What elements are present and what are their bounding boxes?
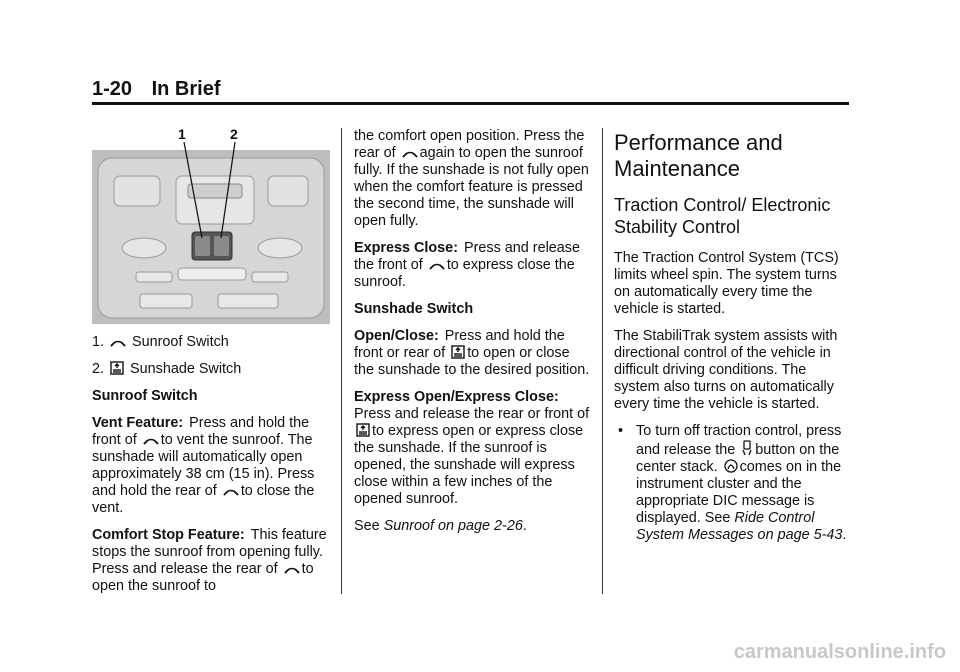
stabilitrak-paragraph: The StabiliTrak system assists with directional control of the vehicle in difficult driving conditions. The system also turns on automatically every time the vehicle is started. [614,328,838,412]
comfort-text-b: to open the sunroof to [92,561,314,594]
comfort-stop-label: Comfort Stop Feature: [92,527,245,543]
sunroof-icon [143,434,159,446]
column-3 [614,128,850,554]
sunroof-icon [223,485,239,497]
see-suffix: . [522,518,527,534]
section-heading: Performance and Maintenance [614,130,783,181]
sunroof-switch-heading: Sunroof Switch [92,388,198,404]
vent-text-b: to vent the sunroof. The sunshade will automatically open approximately 38 cm (15 in). Press and hold the rear of [92,432,315,499]
see-prefix: See [354,518,380,534]
sunshade-icon [110,361,124,375]
callout-2: 2 [230,126,238,142]
legend-item-1 [92,334,330,351]
see-reference-paragraph [354,518,592,535]
column-2 [354,128,592,545]
page-number: 1-20 [92,78,133,100]
legend-1-text: Sunroof Switch [132,334,229,350]
express-oc-text-b: to express open or express close the sunshade. If the sunroof is opened, the sunshade will express close within a few inches of the opened sunroof. [354,423,584,507]
legend-1-number: 1. [92,334,105,350]
comfort-stop-paragraph [92,527,330,595]
cont-text-b: again to open the sunroof fully. If the sunshade is not fully open when the comfort feature is pressed the second time, the sunshade will open fully. [354,145,589,229]
bullet-mark: • [618,423,624,439]
open-close-paragraph [354,328,592,379]
section-title: In Brief [151,78,221,100]
traction-off-indicator-icon [724,459,738,473]
legend-2-text: Sunshade Switch [130,361,242,377]
vent-feature-paragraph [92,415,330,517]
comfort-continuation-paragraph [354,128,592,230]
traction-control-button-icon [741,440,753,456]
open-close-label: Open/Close: [354,328,439,344]
bullet-text-a: To turn off traction control, press and release the [636,423,842,458]
sunshade-icon [356,423,370,437]
header-rule [92,102,849,105]
open-close-text-b: to open or close the sunshade to the desired position. [354,345,590,378]
comfort-text-a: This feature stops the sunroof from opening fully. Press and release the rear of [92,527,327,577]
traction-off-bullet [614,423,850,544]
sunroof-page-link[interactable]: Sunroof on page 2-26 [383,518,523,534]
page-header [92,78,221,101]
bullet-end: . [842,527,847,543]
sunroof-icon [429,259,445,271]
sunroof-icon [402,147,418,159]
column-divider-2 [602,128,603,594]
ride-control-messages-link[interactable]: Ride Control System Messages on page 5-43 [636,510,843,543]
watermark: carmanualsonline.info [733,641,946,663]
overhead-console-illustration [92,128,330,324]
column-1 [92,128,330,605]
express-oc-text-a: Press and release the rear or front of [354,406,590,422]
overhead-console-figure [92,128,330,324]
vent-feature-label: Vent Feature: [92,415,184,431]
open-close-text-a: Press and hold the front or rear of [354,328,565,361]
express-close-text-b: to express close the sunroof. [354,257,575,290]
express-close-paragraph [354,240,592,291]
vent-text-c: to close the vent. [92,483,315,516]
sunroof-icon [110,336,126,348]
bullet-text-b: button on the center stack. [636,442,840,475]
vent-text-a: Press and hold the front of [92,415,310,448]
tcs-paragraph: The Traction Control System (TCS) limits wheel spin. The system turns on automatically every time the vehicle is started. [614,250,839,317]
cont-text-a: the comfort open position. Press the rear of [354,128,585,161]
sunshade-switch-heading: Sunshade Switch [354,301,474,317]
callout-1: 1 [178,126,186,142]
express-open-close-label: Express Open/Express Close: [354,389,559,405]
sunroof-icon [284,563,300,575]
sunshade-icon [451,345,465,359]
column-divider-1 [341,128,342,594]
express-open-close-paragraph [354,389,592,508]
legend-item-2 [92,361,330,378]
legend-2-number: 2. [92,361,105,377]
express-close-label: Express Close: [354,240,458,256]
subsection-heading: Traction Control/ Electronic Stability Control [614,195,831,237]
bullet-text-c: comes on in the instrument cluster and the appropriate DIC message is displayed. See [636,459,842,526]
express-close-text-a: Press and release the front of [354,240,580,273]
